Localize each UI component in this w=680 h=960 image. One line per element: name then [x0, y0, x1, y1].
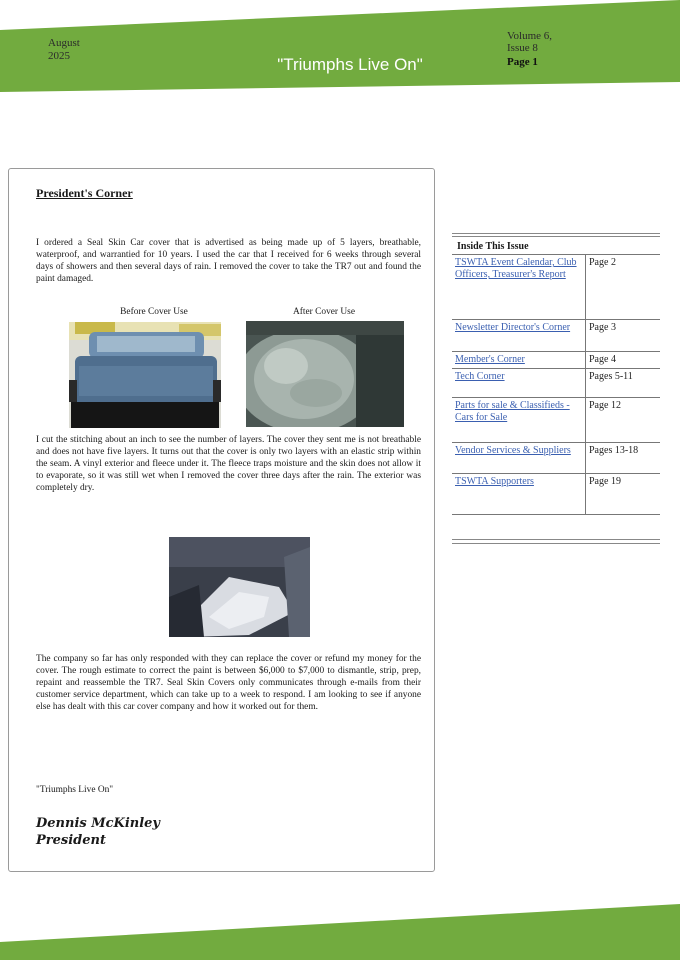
contents-table	[452, 254, 660, 515]
contents-item-page: Page 19	[586, 474, 661, 515]
article-paragraph-2: I cut the stitching about an inch to see the number of layers. The cover they sent me is not breathable and does not have five layers. It turns out that the cover is only two layers with an elastic strip within the seam. A vinyl exterior and fleece under it. The fleece traps moisture and the skin does not allow it to evaporate, so it was still wet when I removed the cover three days after the rain. The exterior was completely dry.	[36, 435, 421, 493]
volume-info	[507, 30, 552, 54]
after-photo-caption: After Cover Use	[293, 307, 355, 317]
contents-row	[452, 474, 660, 515]
presidents-corner-box	[8, 168, 435, 872]
contents-item-page: Pages 13-18	[586, 443, 661, 474]
bottom-rule-2	[452, 543, 660, 544]
header-band	[0, 0, 680, 100]
contents-row	[452, 255, 660, 320]
inside-this-issue	[452, 233, 660, 547]
issue-line: Issue 8	[507, 42, 538, 54]
contents-item-link[interactable]: Vendor Services & Suppliers	[452, 443, 586, 474]
inside-this-issue-title: Inside This Issue	[457, 241, 529, 252]
contents-item-page: Page 3	[586, 320, 661, 352]
contents-row	[452, 352, 660, 369]
contents-row	[452, 443, 660, 474]
contents-item-link[interactable]: TSWTA Supporters	[452, 474, 586, 515]
contents-item-page: Pages 5-11	[586, 369, 661, 398]
contents-item-link[interactable]: TSWTA Event Calendar, Club Officers, Treasurer's Report	[452, 255, 586, 320]
cover-layers-photo	[169, 537, 310, 637]
contents-item-link[interactable]: Newsletter Director's Corner	[452, 320, 586, 352]
article-paragraph-1: I ordered a Seal Skin Car cover that is advertised as being made up of 5 layers, breathable, waterproof, and warrantied for 10 years. I used the car that I received for 6 weeks through several days of showers and then several days of rain. I removed the cover to take the TR7 out and found the paint damaged.	[36, 238, 421, 284]
issue-year: 2025	[48, 50, 70, 62]
contents-item-page: Page 12	[586, 398, 661, 443]
top-rule	[452, 233, 660, 234]
contents-item-page: Page 2	[586, 255, 661, 320]
contents-item-link[interactable]: Member's Corner	[452, 352, 586, 369]
volume-line: Volume 6,	[507, 30, 553, 42]
contents-item-link[interactable]: Parts for sale & Classifieds - Cars for Sale	[452, 398, 586, 443]
contents-row	[452, 369, 660, 398]
after-cover-photo	[246, 321, 404, 427]
page-number: Page 1	[507, 56, 538, 68]
before-photo-caption: Before Cover Use	[120, 307, 188, 317]
article-paragraph-3: The company so far has only responded with they can replace the cover or refund my money for the cover. The rough estimate to correct the paint is between $6,000 to $7,000 to dismantle, strip, prep, repaint and reassemble the TR7. Seal Skin Covers only communicates through e-mails from their customer service department, which can take up to a week to respond. I am looking to see if anyone else has dealt with this car cover company and how it worked out for them.	[36, 654, 421, 712]
contents-item-link[interactable]: Tech Corner	[452, 369, 586, 398]
issue-month: August	[48, 37, 80, 49]
bottom-rule	[452, 539, 660, 540]
top-rule-2	[452, 236, 660, 237]
signature-title: President	[36, 833, 106, 848]
presidents-corner-heading: President's Corner	[36, 186, 133, 200]
signature-name: Dennis McKinley	[36, 816, 160, 831]
newsletter-title: "Triumphs Live On"	[277, 55, 423, 74]
issue-date	[48, 37, 80, 63]
footer-band	[0, 900, 680, 960]
contents-row	[452, 320, 660, 352]
contents-row	[452, 398, 660, 443]
signature	[36, 815, 160, 849]
contents-item-page: Page 4	[586, 352, 661, 369]
before-cover-photo	[69, 322, 221, 428]
closing-quote: "Triumphs Live On"	[36, 785, 114, 795]
